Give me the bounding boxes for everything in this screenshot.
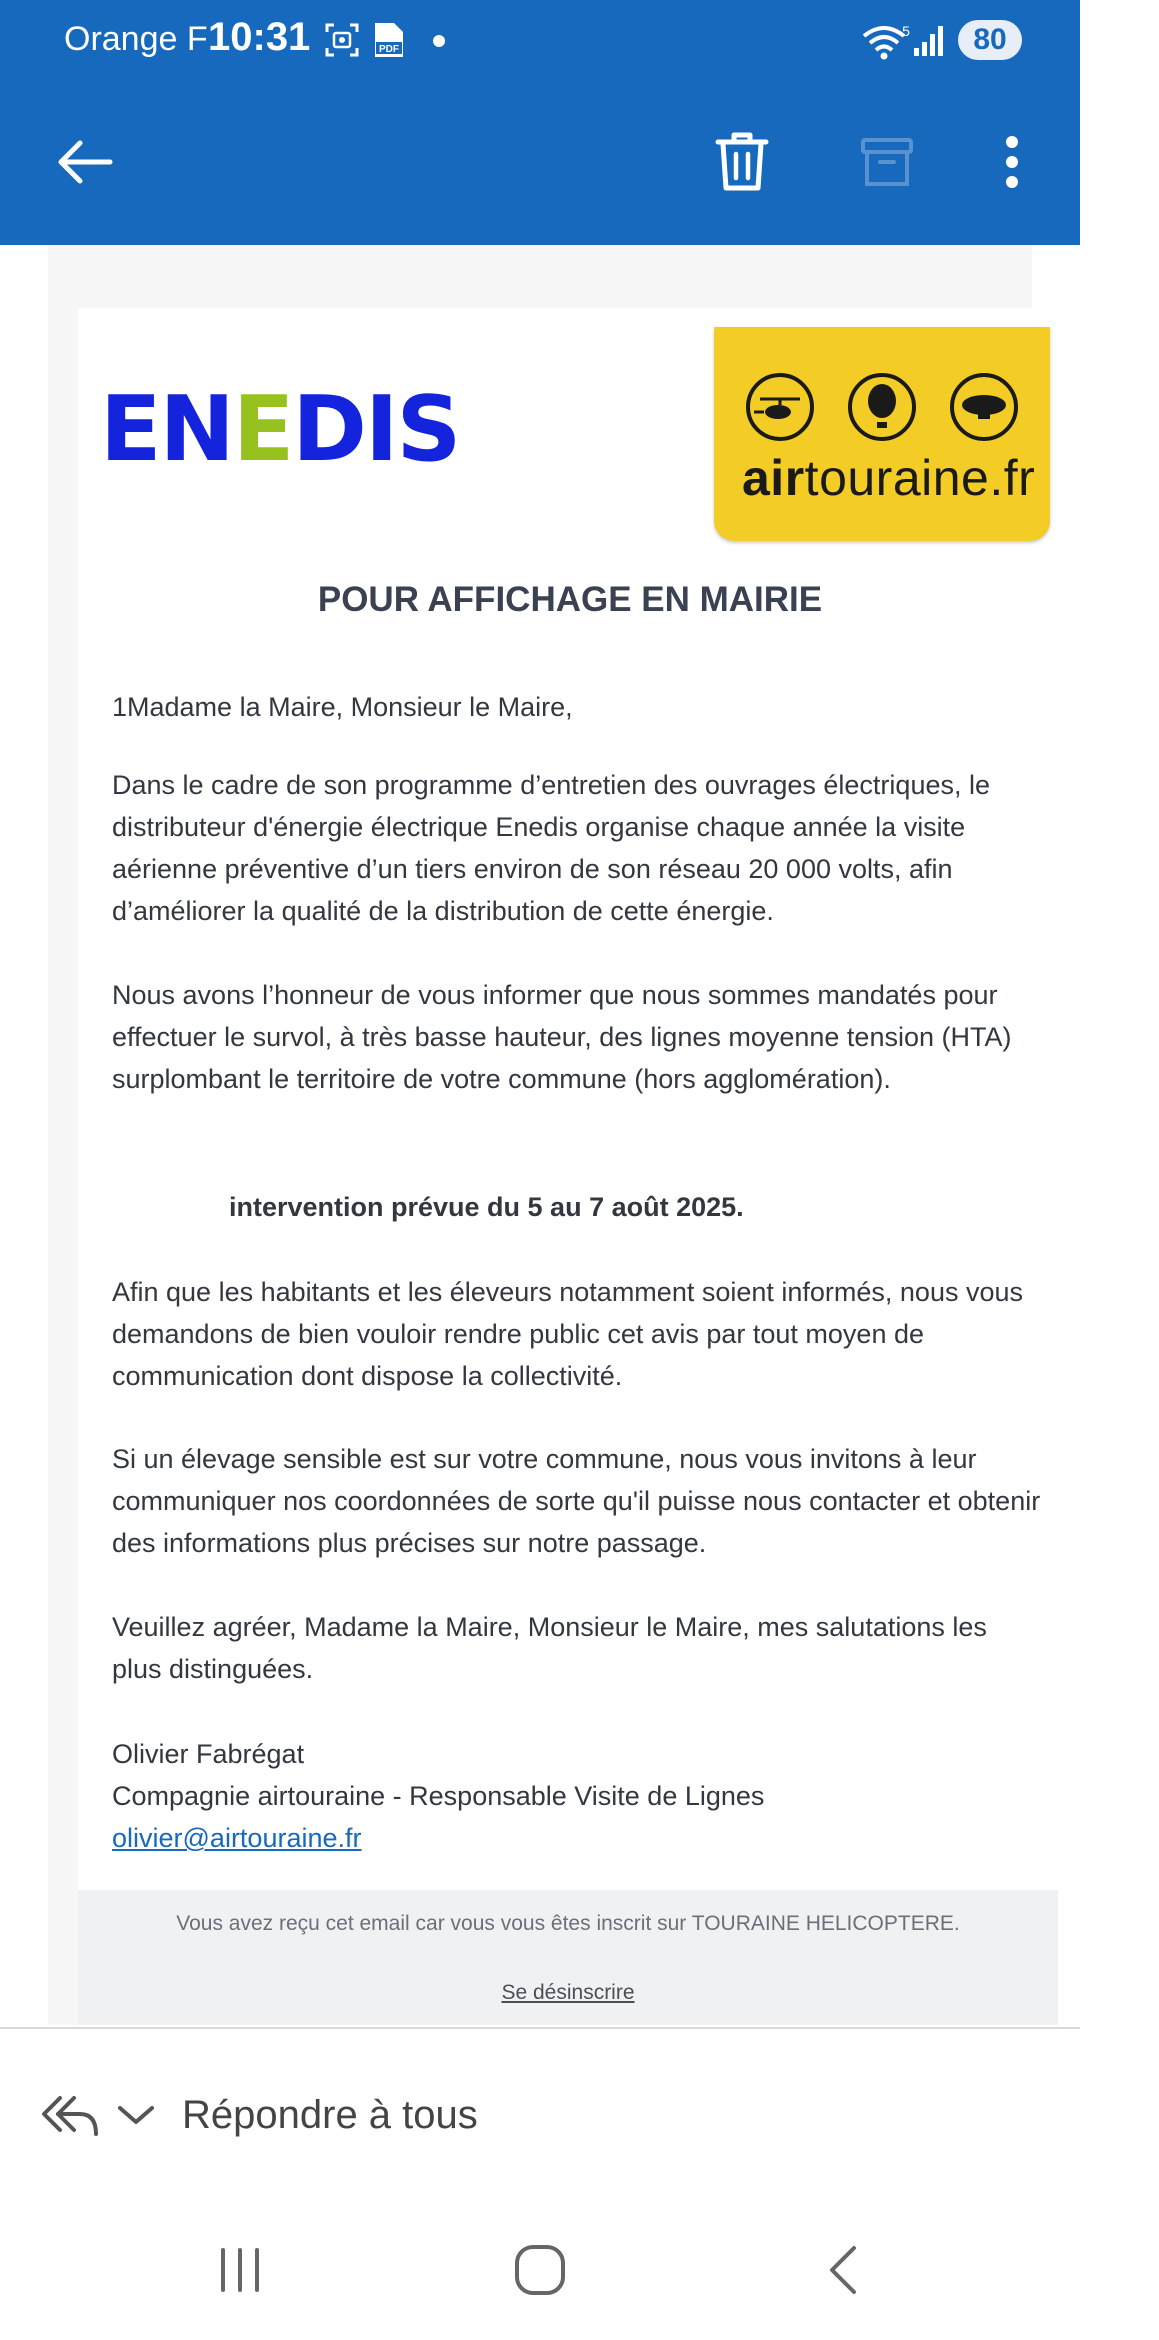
pdf-label: PDF: [379, 44, 399, 55]
wifi-label: 5: [902, 23, 910, 39]
reply-divider: [0, 2027, 1080, 2029]
email-heading: POUR AFFICHAGE EN MAIRIE: [317, 580, 823, 619]
signature-name: Olivier Fabrégat: [112, 1739, 305, 1769]
chevron-down-icon[interactable]: [114, 2100, 158, 2130]
airtouraine-logo: [714, 327, 1050, 541]
recent-apps-icon: [215, 2245, 265, 2295]
pdf-icon: [372, 20, 406, 65]
signature-email-link[interactable]: olivier@airtouraine.fr: [112, 1823, 362, 1853]
airtouraine-logo-text: airtouraine.fr: [742, 450, 1036, 506]
reply-all-icon: [40, 2090, 100, 2140]
wifi-icon: [860, 22, 910, 67]
back-button[interactable]: [52, 130, 116, 194]
home-button[interactable]: [500, 2235, 580, 2305]
more-options-button[interactable]: [980, 130, 1044, 194]
signal-icon: [912, 24, 946, 63]
closing-paragraph: Veuillez agréer, Madame la Maire, Monsieur le Maire, mes salutations les plus distinguées.: [112, 1612, 987, 1684]
reply-all-button[interactable]: [40, 2080, 478, 2150]
signature-title: Compagnie airtouraine - Responsable Visite de Lignes: [112, 1781, 765, 1811]
greeting: 1Madame la Maire, Monsieur le Maire,: [112, 692, 573, 722]
home-icon: [512, 2242, 568, 2298]
screenshot-icon: [324, 22, 360, 63]
footer-note: Vous avez reçu cet email car vous vous êtes inscrit sur TOURAINE HELICOPTERE.: [176, 1912, 960, 1935]
intervention-dates: intervention prévue du 5 au 7 août 2025.: [229, 1192, 744, 1222]
archive-icon: [859, 134, 915, 190]
clock: 10:31: [208, 15, 311, 59]
more-vert-icon: [1002, 134, 1022, 190]
carrier-label: Orange F: [64, 20, 208, 58]
enedis-logo: [100, 377, 460, 482]
notification-dot-icon: [432, 34, 446, 53]
archive-button[interactable]: [855, 130, 919, 194]
reply-all-label: Répondre à tous: [182, 2092, 478, 2137]
body-paragraph-2: Nous avons l’honneur de vous informer que nous sommes mandatés pour effectuer le survol, à très basse hauteur, des lignes moyenne tension (HTA) surplombant le territoire de votre commune (hors agglomération).: [112, 980, 1012, 1094]
body-paragraph-1: Dans le cadre de son programme d’entretien des ouvrages électriques, le distributeur d'énergie électrique Enedis organise chaque année la visite aérienne préventive d’un tiers environ de son réseau 20 000 volts, afin d’améliorer la qualité de la distribution de cette énergie.: [112, 770, 990, 926]
status-bar: [0, 0, 1080, 80]
delete-button[interactable]: [710, 130, 774, 194]
unsubscribe-link[interactable]: Se désinscrire: [501, 1981, 635, 2004]
back-nav-button[interactable]: [804, 2235, 884, 2305]
body-paragraph-3: Afin que les habitants et les éleveurs notamment soient informés, nous vous demandons de bien vouloir rendre public cet avis par tout moyen de communication dont dispose la collectivité.: [112, 1277, 1023, 1391]
back-nav-icon: [824, 2242, 864, 2298]
battery-indicator: 80: [958, 20, 1022, 60]
trash-icon: [714, 130, 770, 194]
enedis-logo-text: ENEDIS: [100, 377, 460, 482]
body-paragraph-4: Si un élevage sensible est sur votre commune, nous vous invitons à leur communiquer nos coordonnées de sorte qu'il puisse nous contacter et obtenir des informations plus précises sur notre passage.: [112, 1444, 1041, 1558]
app-header: [0, 0, 1080, 245]
recent-apps-button[interactable]: [200, 2235, 280, 2305]
back-arrow-icon: [54, 137, 114, 187]
